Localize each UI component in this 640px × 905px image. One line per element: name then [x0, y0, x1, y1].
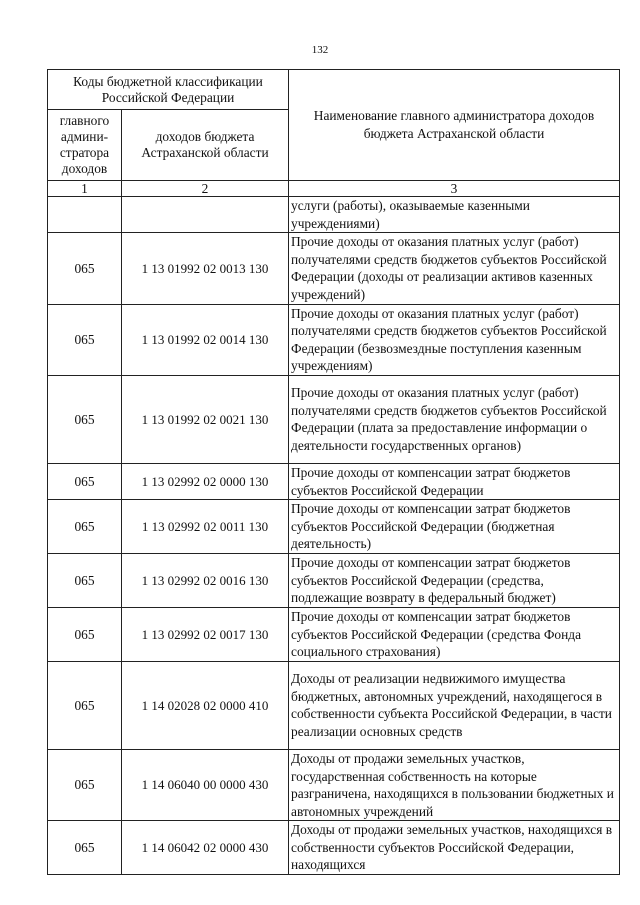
codes-group-header: Коды бюджетной классификации Российской Федерации: [48, 70, 289, 110]
income-code-cell: 1 14 06040 00 0000 430: [122, 749, 289, 820]
income-code-cell: 1 14 06042 02 0000 430: [122, 821, 289, 875]
admin-code-cell: 065: [48, 304, 122, 375]
table-row: [48, 463, 620, 499]
income-code-cell: 1 13 01992 02 0021 130: [122, 375, 289, 463]
income-name-cell: Доходы от реализации недвижимого имущества бюджетных, автономных учреждений, находящегося в собственности субъекта Российской Федерации, в части реализации основных средств: [289, 661, 620, 749]
admin-code-cell: [48, 197, 122, 233]
admin-code-cell: 065: [48, 821, 122, 875]
income-code-cell: 1 13 02992 02 0016 130: [122, 554, 289, 608]
income-name-cell: Прочие доходы от компенсации затрат бюджетов субъектов Российской Федерации: [289, 463, 620, 499]
table-row: [48, 304, 620, 375]
income-name-cell: Прочие доходы от оказания платных услуг (работ) получателями средств бюджетов субъектов Российской Федерации (доходы от реализации активов казенных учреждений): [289, 233, 620, 304]
income-name-cell: Прочие доходы от компенсации затрат бюджетов субъектов Российской Федерации (бюджетная деятельность): [289, 500, 620, 554]
income-name-cell: Прочие доходы от оказания платных услуг (работ) получателями средств бюджетов субъектов Российской Федерации (безвозмездные поступления казенным учреждениям): [289, 304, 620, 375]
table-row: [48, 661, 620, 749]
income-code-cell: 1 13 02992 02 0017 130: [122, 607, 289, 661]
table-row: [48, 233, 620, 304]
table-row: [48, 554, 620, 608]
budget-table-body: [48, 70, 620, 875]
income-name-cell: Прочие доходы от компенсации затрат бюджетов субъектов Российской Федерации (средства Фонда социального страхования): [289, 607, 620, 661]
admin-code-cell: 065: [48, 661, 122, 749]
header-row-1: [48, 70, 620, 110]
table-row: [48, 607, 620, 661]
table-row: [48, 749, 620, 820]
income-code-cell: [122, 197, 289, 233]
column-number-3: 3: [289, 181, 620, 197]
income-column-header: доходов бюджета Астраханской области: [122, 110, 289, 181]
income-code-cell: 1 13 01992 02 0013 130: [122, 233, 289, 304]
name-column-header: Наименование главного администратора доходов бюджета Астраханской области: [289, 70, 620, 181]
admin-code-cell: 065: [48, 607, 122, 661]
admin-code-cell: 065: [48, 463, 122, 499]
income-code-cell: 1 13 02992 02 0000 130: [122, 463, 289, 499]
table-row: [48, 821, 620, 875]
column-number-2: 2: [122, 181, 289, 197]
income-name-cell: Прочие доходы от компенсации затрат бюджетов субъектов Российской Федерации (средства, подлежащие возврату в федеральный бюджет): [289, 554, 620, 608]
income-code-cell: 1 13 01992 02 0014 130: [122, 304, 289, 375]
income-code-cell: 1 13 02992 02 0011 130: [122, 500, 289, 554]
income-code-cell: 1 14 02028 02 0000 410: [122, 661, 289, 749]
table-row: [48, 197, 620, 233]
admin-code-cell: 065: [48, 375, 122, 463]
admin-code-cell: 065: [48, 500, 122, 554]
admin-code-cell: 065: [48, 554, 122, 608]
table-row: [48, 500, 620, 554]
page-number: 132: [311, 44, 329, 56]
income-name-cell: Доходы от продажи земельных участков, государственная собственность на которые разграничена, находящихся в пользовании бюджетных и автономных учреждений: [289, 749, 620, 820]
table-row: [48, 375, 620, 463]
budget-table: [47, 69, 620, 875]
income-name-cell: услуги (работы), оказываемые казенными учреждениями): [289, 197, 620, 233]
income-name-cell: Прочие доходы от оказания платных услуг (работ) получателями средств бюджетов субъектов Российской Федерации (плата за предоставление информации о деятельности государственных органов): [289, 375, 620, 463]
admin-column-header: главного админи-стратора доходов: [48, 110, 122, 181]
income-name-cell: Доходы от продажи земельных участков, находящихся в собственности субъектов Российской Федерации, находящихся: [289, 821, 620, 875]
admin-code-cell: 065: [48, 749, 122, 820]
admin-code-cell: 065: [48, 233, 122, 304]
column-number-1: 1: [48, 181, 122, 197]
column-numbers-row: [48, 181, 620, 197]
